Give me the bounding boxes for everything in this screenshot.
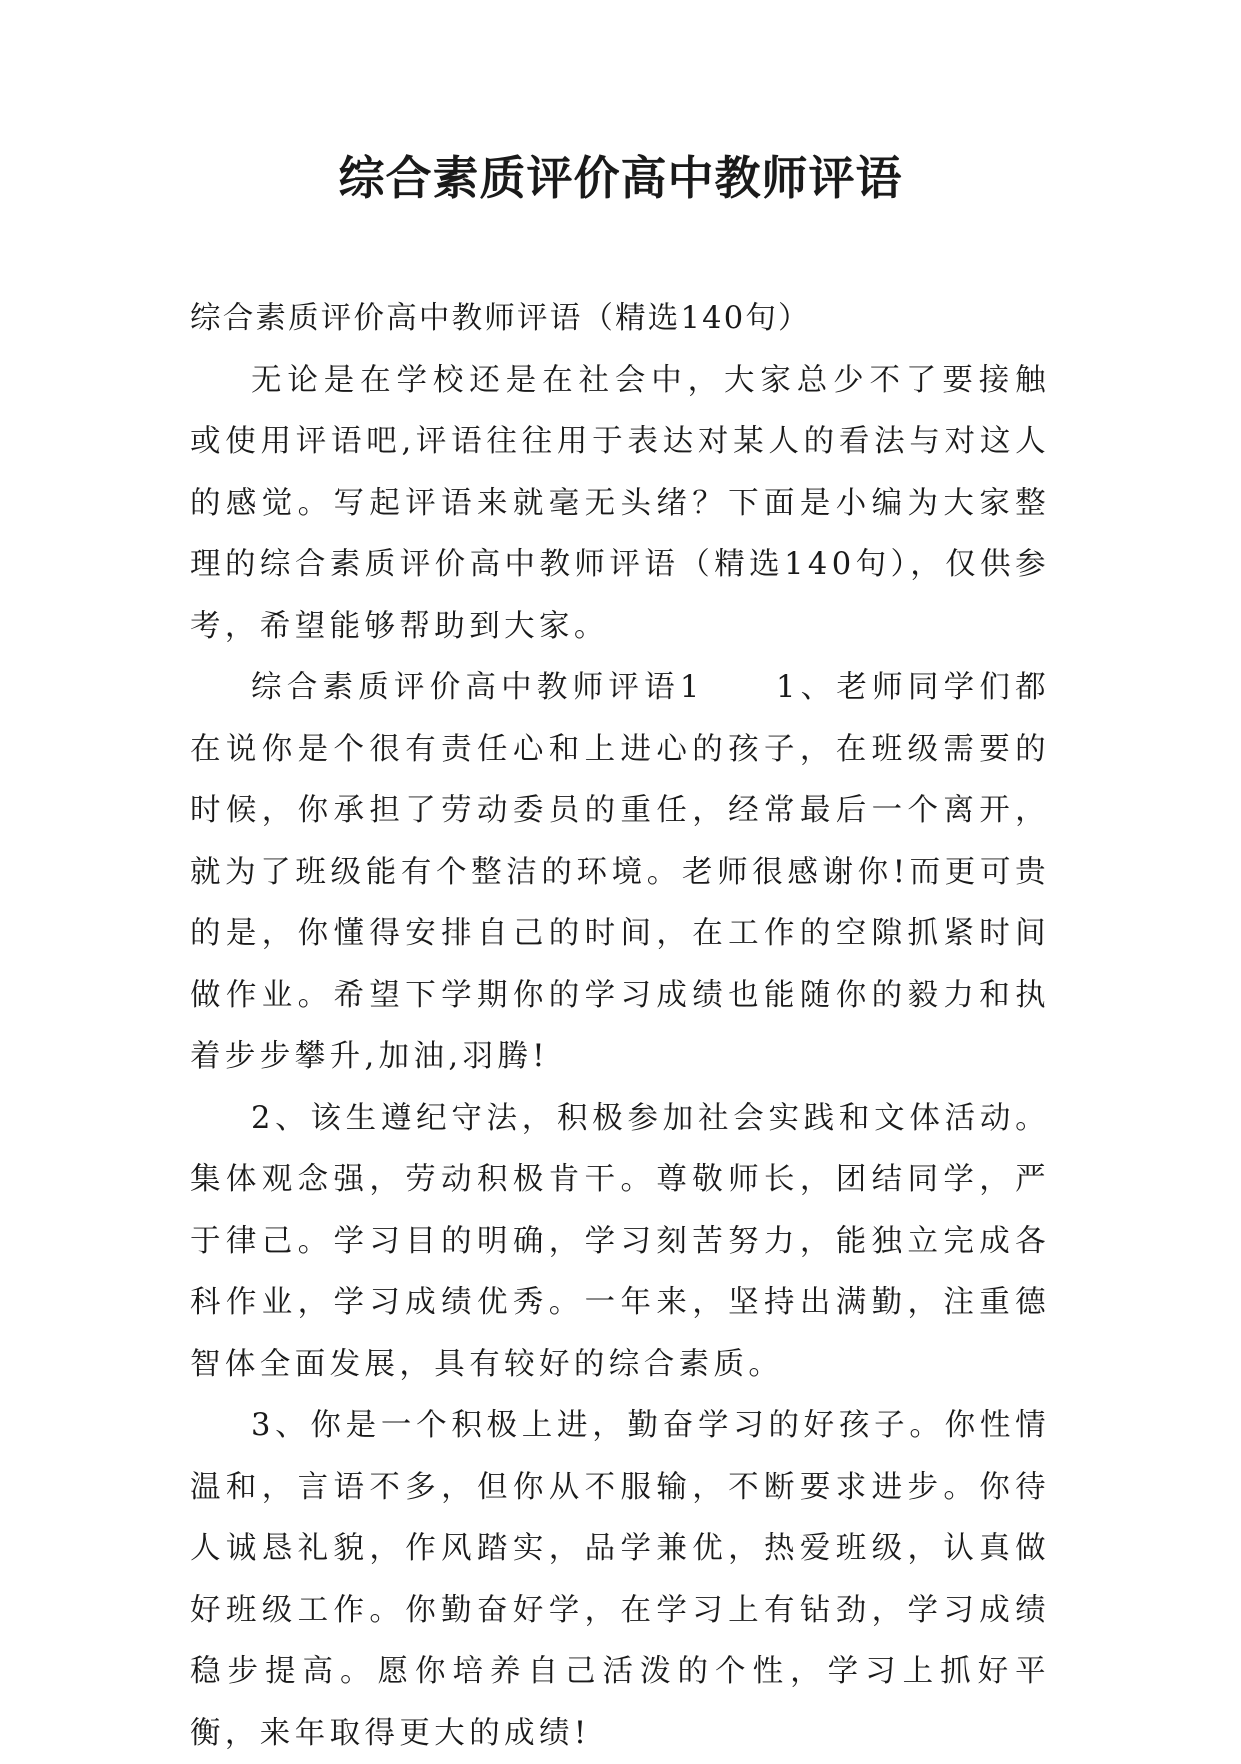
comment-paragraph-3: 3、你是一个积极上进，勤奋学习的好孩子。你性情温和，言语不多，但你从不服输，不断要求进步。你待人诚恳礼貌，作风踏实，品学兼优，热爱班级，认真做好班级工作。你勤奋好学，在学习上有钻劲，学习成绩稳步提高。愿你培养自己活泼的个性，学习上抓好平衡，来年取得更大的成绩! (190, 1408, 1050, 1751)
comment-paragraph-2: 2、该生遵纪守法，积极参加社会实践和文体活动。集体观念强，劳动积极肯干。尊敬师长，团结同学，严于律己。学习目的明确，学习刻苦努力，能独立完成各科作业，学习成绩优秀。一年来，坚持出满勤，注重德智体全面发展，具有较好的综合素质。 (190, 1100, 1050, 1382)
document-subtitle: 综合素质评价高中教师评语（精选140句） (190, 301, 811, 336)
document-title: 综合素质评价高中教师评语 (338, 151, 903, 205)
comment-paragraph-1: 综合素质评价高中教师评语1 1、老师同学们都在说你是个很有责任心和上进心的孩子，在班级需要的时候，你承担了劳动委员的重任，经常最后一个离开，就为了班级能有个整洁的环境。老师很感谢你!而更可贵的是，你懂得安排自己的时间，在工作的空隙抓紧时间做作业。希望下学期你的学习成绩也能随你的毅力和执着步步攀升,加油,羽腾! (190, 670, 1050, 1074)
intro-paragraph: 无论是在学校还是在社会中，大家总少不了要接触或使用评语吧,评语往往用于表达对某人的看法与对这人的感觉。写起评语来就毫无头绪？下面是小编为大家整理的综合素质评价高中教师评语（精选140句），仅供参考，希望能够帮助到大家。 (190, 362, 1050, 644)
document-body (190, 288, 1050, 1764)
